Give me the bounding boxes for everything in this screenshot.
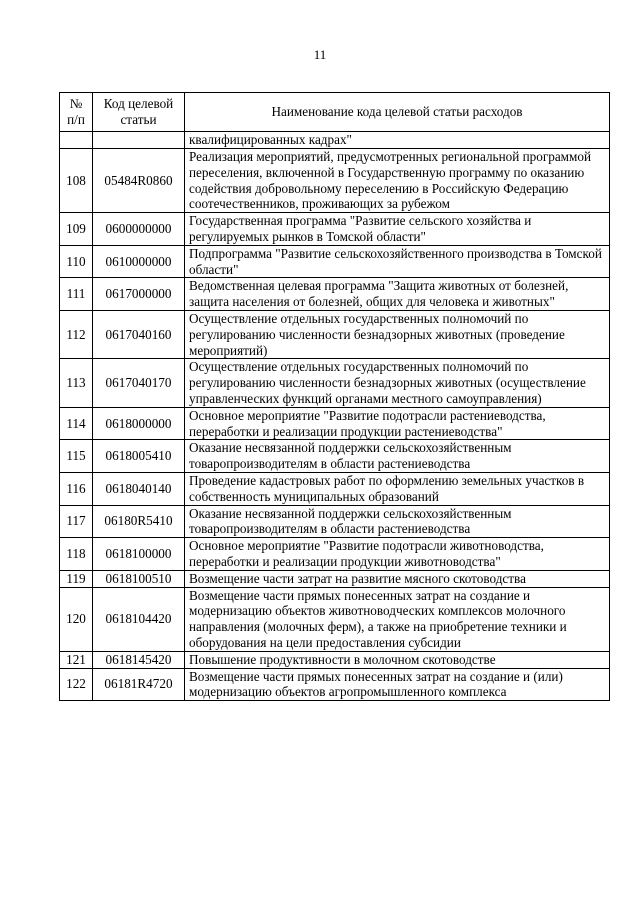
header-num: № п/п: [60, 93, 93, 132]
row-name: Оказание несвязанной поддержки сельскохозяйственным товаропроизводителям в области растениеводства: [185, 440, 610, 473]
table-row: [60, 310, 610, 358]
row-code: 0618145420: [93, 651, 185, 668]
row-name: Основное мероприятие "Развитие подотрасли животноводства, переработки и реализации продукции животноводства": [185, 538, 610, 571]
row-code: 0618100000: [93, 538, 185, 571]
row-num: 117: [60, 505, 93, 538]
row-num: [60, 132, 93, 149]
table-header: [60, 93, 610, 132]
row-code: 0618040140: [93, 472, 185, 505]
row-name: Реализация мероприятий, предусмотренных региональной программой переселения, включенной в Государственную программу по оказанию содействия добровольному переселению в Российскую Федерацию соотечественников, проживающих за рубежом: [185, 149, 610, 213]
row-code: 0617040160: [93, 310, 185, 358]
row-num: 109: [60, 213, 93, 246]
row-code: 05484R0860: [93, 149, 185, 213]
page-number: 11: [313, 47, 327, 62]
table-body: [60, 132, 610, 701]
row-name: Возмещение части затрат на развитие мясного скотоводства: [185, 570, 610, 587]
table-row: [60, 440, 610, 473]
table-row: [60, 407, 610, 440]
row-code: 0600000000: [93, 213, 185, 246]
row-name: квалифицированных кадрах": [185, 132, 610, 149]
row-code: 06180R5410: [93, 505, 185, 538]
row-num: 122: [60, 668, 93, 701]
table-row: [60, 359, 610, 407]
continuation-row: [60, 132, 610, 149]
row-num: 116: [60, 472, 93, 505]
row-name: Возмещение части прямых понесенных затрат на создание и (или) модернизацию объектов агропромышленного комплекса: [185, 668, 610, 701]
row-name: Подпрограмма "Развитие сельскохозяйственного производства в Томской области": [185, 245, 610, 278]
row-name: Проведение кадастровых работ по оформлению земельных участков в собственность муниципальных образований: [185, 472, 610, 505]
table-row: [60, 538, 610, 571]
row-num: 110: [60, 245, 93, 278]
row-name: Основное мероприятие "Развитие подотрасли растениеводства, переработки и реализации продукции растениеводства": [185, 407, 610, 440]
row-num: 111: [60, 278, 93, 311]
row-name: Оказание несвязанной поддержки сельскохозяйственным товаропроизводителям в области растениеводства: [185, 505, 610, 538]
row-name: Осуществление отдельных государственных полномочий по регулированию численности безнадзорных животных (проведение мероприятий): [185, 310, 610, 358]
row-num: 118: [60, 538, 93, 571]
row-num: 108: [60, 149, 93, 213]
header-code: Код целевой статьи: [93, 93, 185, 132]
row-name: Государственная программа "Развитие сельского хозяйства и регулируемых рынков в Томской области": [185, 213, 610, 246]
table-row: [60, 651, 610, 668]
table-row: [60, 570, 610, 587]
row-code: 0617000000: [93, 278, 185, 311]
budget-code-table: [59, 92, 610, 701]
table-row: [60, 505, 610, 538]
row-num: 114: [60, 407, 93, 440]
row-code: 06181R4720: [93, 668, 185, 701]
row-name: Возмещение части прямых понесенных затрат на создание и модернизацию объектов животноводческих комплексов молочного направления (молочных ферм), а также на приобретение техники и оборудования на цели предоставления субсидии: [185, 587, 610, 651]
row-code: 0618104420: [93, 587, 185, 651]
row-code: 0618005410: [93, 440, 185, 473]
row-num: 112: [60, 310, 93, 358]
row-num: 113: [60, 359, 93, 407]
row-code: 0618100510: [93, 570, 185, 587]
row-code: 0610000000: [93, 245, 185, 278]
table-row: [60, 472, 610, 505]
table-row: [60, 587, 610, 651]
row-code: [93, 132, 185, 149]
row-num: 119: [60, 570, 93, 587]
table-row: [60, 213, 610, 246]
row-name: Ведомственная целевая программа "Защита животных от болезней, защита населения от болезней, общих для человека и животных": [185, 278, 610, 311]
table-row: [60, 668, 610, 701]
row-name: Повышение продуктивности в молочном скотоводстве: [185, 651, 610, 668]
row-code: 0618000000: [93, 407, 185, 440]
table-row: [60, 149, 610, 213]
row-num: 121: [60, 651, 93, 668]
table-row: [60, 245, 610, 278]
row-name: Осуществление отдельных государственных полномочий по регулированию численности безнадзорных животных (осуществление управленческих функций органами местного самоуправления): [185, 359, 610, 407]
header-name: Наименование кода целевой статьи расходов: [185, 93, 610, 132]
row-code: 0617040170: [93, 359, 185, 407]
row-num: 115: [60, 440, 93, 473]
table-row: [60, 278, 610, 311]
row-num: 120: [60, 587, 93, 651]
